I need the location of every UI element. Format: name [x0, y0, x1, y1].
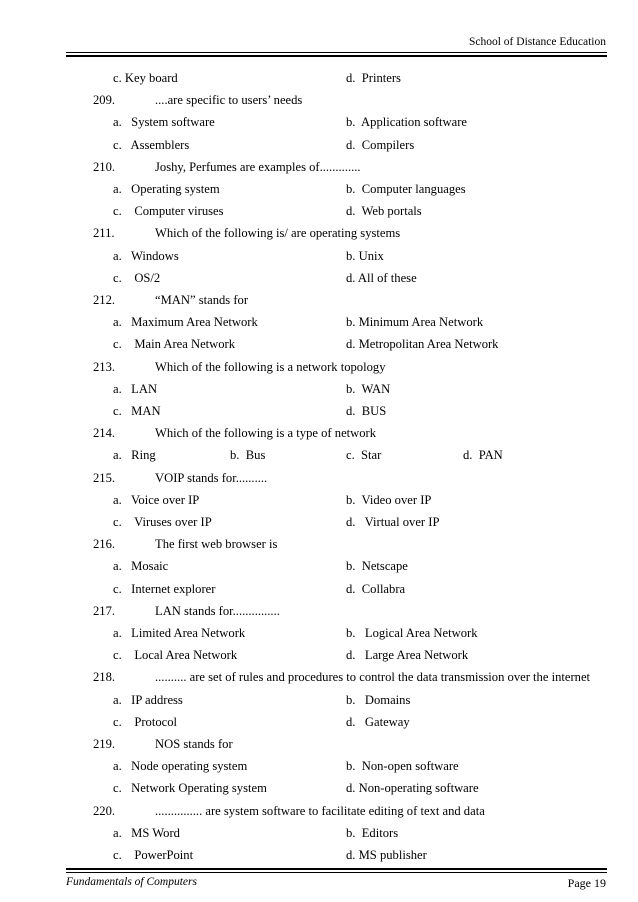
question-row — [0, 734, 638, 754]
option-row — [0, 512, 638, 532]
footer-rule-thin — [66, 872, 607, 873]
question-row — [0, 157, 638, 177]
option-row — [0, 179, 638, 199]
option-row — [0, 201, 638, 221]
answer-option: b. Unix — [346, 248, 384, 263]
question-row — [0, 601, 638, 621]
question-number: 220. — [93, 803, 116, 818]
answer-option: a. LAN — [113, 381, 158, 396]
option-row — [0, 490, 638, 510]
answer-option: b. Application software — [346, 115, 468, 130]
answer-option: d. Metropolitan Area Network — [346, 337, 499, 352]
answer-option: d. All of these — [346, 270, 417, 285]
question-number: 212. — [93, 293, 116, 307]
option-row — [0, 445, 638, 465]
question-row — [0, 801, 638, 821]
answer-option: b. Non-open software — [346, 759, 459, 774]
footer-course-title: Fundamentals of Computers — [66, 876, 197, 888]
answer-option: b. Netscape — [346, 559, 408, 574]
answer-option: a. Limited Area Network — [113, 626, 246, 640]
question-text: LAN stands for............... — [155, 603, 280, 618]
question-number: 215. — [93, 470, 116, 485]
question-text: VOIP stands for.......... — [155, 470, 268, 485]
question-row — [0, 290, 638, 310]
answer-option: c. Star — [346, 448, 382, 463]
question-row — [0, 423, 638, 443]
question-number: 217. — [93, 603, 116, 618]
question-text: “MAN” stands for — [155, 293, 249, 307]
option-row — [0, 845, 638, 865]
answer-option: b. Editors — [346, 825, 399, 840]
question-number: 210. — [93, 159, 116, 174]
option-row — [0, 334, 638, 354]
option-row — [0, 68, 638, 88]
question-number: 211. — [93, 226, 115, 241]
option-row — [0, 756, 638, 776]
answer-option: b. WAN — [346, 381, 391, 396]
answer-option: c. Local Area Network — [113, 648, 238, 663]
answer-option: d. Virtual over IP — [346, 515, 440, 529]
question-text: .......... are set of rules and procedures to control the data transmission over the internet — [155, 670, 591, 685]
answer-option: a. Ring — [113, 448, 156, 463]
answer-option: d. BUS — [346, 404, 387, 418]
question-number: 219. — [93, 737, 116, 751]
answer-option: a. Windows — [113, 248, 179, 263]
answer-option: d. Gateway — [346, 714, 410, 729]
answer-option: d. PAN — [463, 448, 503, 463]
answer-option: c. Protocol — [113, 714, 178, 729]
footer-page-number: Page 19 — [567, 876, 606, 890]
answer-option: b. Logical Area Network — [346, 626, 478, 640]
question-number: 213. — [93, 359, 116, 374]
answer-option: a. Operating system — [113, 182, 220, 196]
answer-option: b. Computer languages — [346, 182, 466, 196]
answer-option: d. Large Area Network — [346, 648, 469, 663]
option-row — [0, 556, 638, 576]
question-text: Which of the following is a type of network — [155, 426, 377, 441]
answer-option: a. Node operating system — [113, 759, 248, 774]
answer-option: a. System software — [113, 115, 215, 130]
option-row — [0, 379, 638, 399]
option-row — [0, 645, 638, 665]
option-row — [0, 112, 638, 132]
answer-option: d. MS publisher — [346, 848, 427, 862]
question-number: 209. — [93, 93, 116, 108]
option-row — [0, 823, 638, 843]
option-row — [0, 268, 638, 288]
question-number: 214. — [93, 426, 116, 441]
option-row — [0, 690, 638, 710]
answer-option: c. Assemblers — [113, 137, 190, 152]
answer-option: a. IP address — [113, 692, 183, 707]
answer-option: a. Voice over IP — [113, 492, 200, 507]
question-text: Which of the following is/ are operating systems — [155, 226, 401, 241]
answer-option: c. Key board — [113, 71, 178, 85]
question-text: ....are specific to users’ needs — [155, 93, 303, 108]
answer-option: d. Collabra — [346, 581, 406, 596]
header-rule-thick — [66, 55, 607, 57]
answer-option: b. Video over IP — [346, 492, 432, 507]
option-row — [0, 246, 638, 266]
answer-option: c. PowerPoint — [113, 848, 194, 862]
answer-option: d. Compilers — [346, 137, 415, 152]
question-number: 216. — [93, 537, 116, 552]
option-row — [0, 401, 638, 421]
answer-option: a. MS Word — [113, 825, 180, 840]
answer-option: c. MAN — [113, 404, 161, 418]
answer-option: c. Computer viruses — [113, 204, 224, 219]
answer-option: c. OS/2 — [113, 270, 161, 285]
answer-option: a. Maximum Area Network — [113, 315, 258, 330]
question-text: NOS stands for — [155, 737, 233, 751]
footer-rule — [66, 868, 607, 870]
answer-option: c. Main Area Network — [113, 337, 236, 352]
option-row — [0, 135, 638, 155]
question-number: 218. — [93, 670, 116, 685]
option-row — [0, 579, 638, 599]
option-row — [0, 778, 638, 798]
header-rule — [66, 52, 607, 53]
question-row — [0, 534, 638, 554]
question-row — [0, 357, 638, 377]
running-header: School of Distance Education — [468, 36, 606, 48]
question-text: Which of the following is a network topology — [155, 359, 386, 374]
answer-option: c. Network Operating system — [113, 781, 267, 796]
question-row — [0, 667, 638, 687]
option-row — [0, 712, 638, 732]
answer-option: b. Domains — [346, 692, 411, 707]
option-row — [0, 312, 638, 332]
answer-option: b. Bus — [230, 448, 266, 463]
answer-option: c. Viruses over IP — [113, 515, 212, 529]
option-row — [0, 623, 638, 643]
question-text: Joshy, Perfumes are examples of............. — [155, 159, 361, 174]
question-row — [0, 468, 638, 488]
answer-option: d. Non-operating software — [346, 781, 479, 796]
question-text: The first web browser is — [155, 537, 278, 552]
answer-option: a. Mosaic — [113, 559, 169, 574]
question-row — [0, 90, 638, 110]
answer-option: b. Minimum Area Network — [346, 315, 484, 330]
answer-option: c. Internet explorer — [113, 581, 216, 596]
question-row — [0, 223, 638, 243]
answer-option: d. Web portals — [346, 204, 422, 219]
answer-option: d. Printers — [346, 71, 401, 85]
question-text: ............... are system software to facilitate editing of text and data — [155, 803, 485, 818]
